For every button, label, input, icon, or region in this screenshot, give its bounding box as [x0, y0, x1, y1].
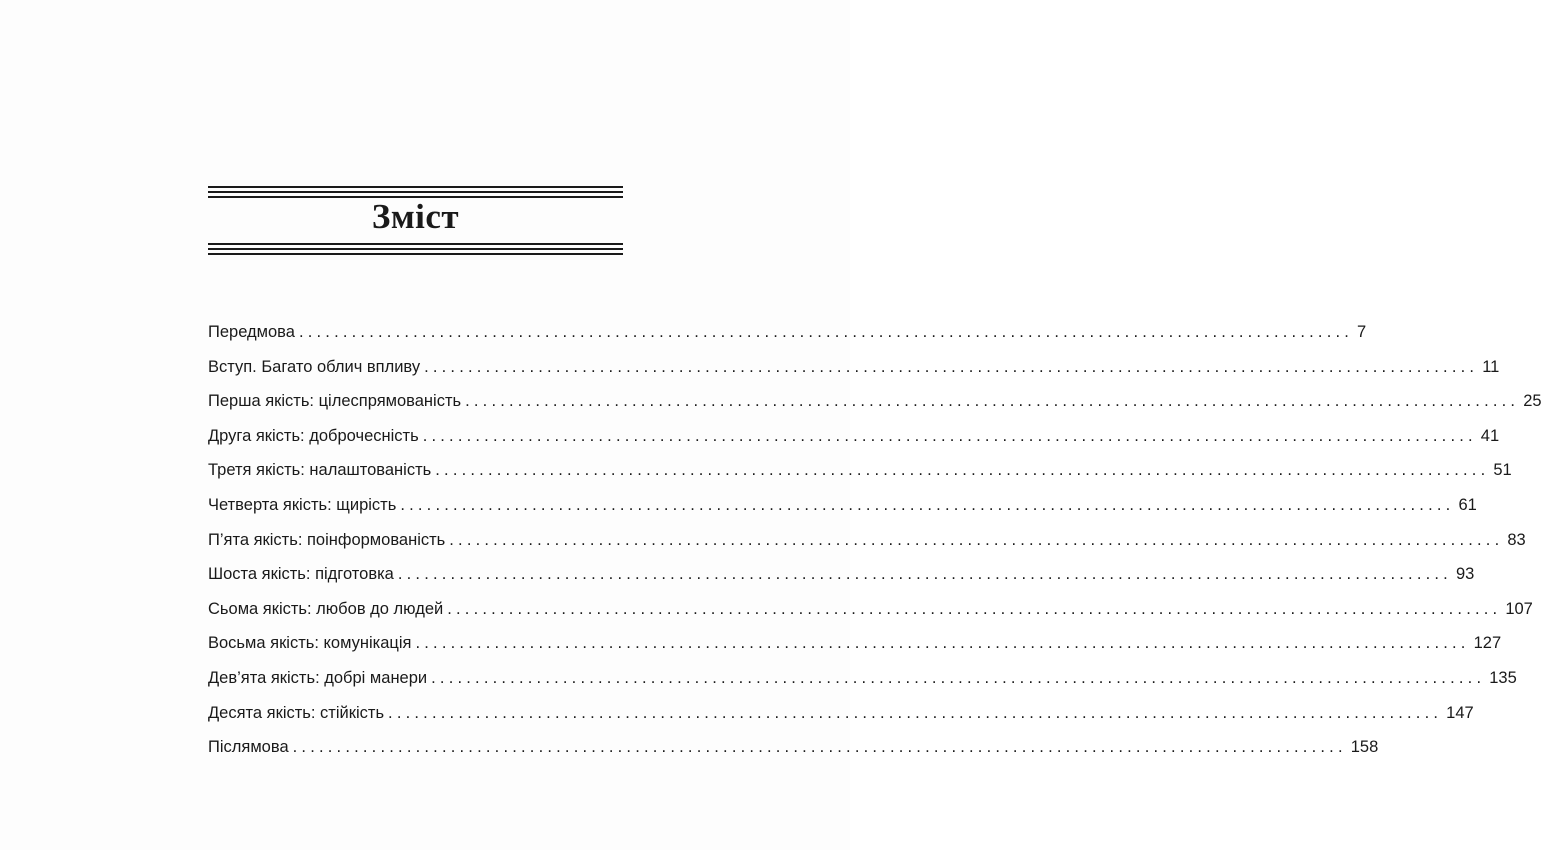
toc-entry-label: Дев’ята якість: добрі манери: [208, 668, 428, 687]
dot-leader: ........................................................................................................................: [435, 461, 1490, 480]
toc-entry-page: 107: [1505, 599, 1533, 618]
toc-entry-label: Післямова: [208, 738, 289, 757]
toc-entry-label: Четверта якість: щирість: [208, 495, 397, 514]
toc-entry-quality-4: [208, 493, 1477, 528]
rule-line: [208, 248, 623, 250]
toc-entry-page: 83: [1507, 530, 1526, 549]
toc-entry-page: 93: [1455, 565, 1475, 584]
toc-entry-page: 61: [1458, 495, 1477, 514]
title-rule-bottom: [208, 243, 623, 258]
dot-leader: ........................................................................................................................: [397, 565, 1452, 584]
toc-entry-introduction: [208, 355, 1500, 390]
dot-leader: ........................................................................................................................: [388, 703, 1443, 722]
toc-entry-quality-7: [208, 597, 1533, 632]
toc-entry-quality-2: [208, 424, 1500, 459]
toc-entry-label: Перша якість: цілеспрямованість: [208, 392, 462, 411]
toc-entry-preface: [208, 320, 1367, 355]
dot-leader: ........................................................................................................................: [449, 530, 1504, 549]
toc-entry-label: П’ята якість: поінформованість: [208, 530, 446, 549]
dot-leader: ........................................................................................................................: [424, 357, 1479, 376]
toc-entry-page: 135: [1489, 668, 1517, 687]
dot-leader: ........................................................................................................................: [447, 599, 1502, 618]
rule-line: [208, 253, 623, 255]
toc-entry-label: Восьма якість: комунікація: [208, 634, 412, 653]
toc-entry-page: 51: [1493, 461, 1512, 480]
toc-entry-label: Вступ. Багато облич впливу: [208, 357, 421, 376]
dot-leader: ........................................................................................................................: [298, 323, 1354, 341]
toc-entry-page: 127: [1473, 634, 1502, 653]
toc-entry-quality-10: [208, 701, 1474, 736]
toc-entry-page: 158: [1350, 738, 1379, 757]
rule-line: [208, 186, 623, 188]
toc-entry-quality-8: [208, 631, 1502, 666]
dot-leader: ........................................................................................................................: [465, 392, 1520, 411]
page-title: Зміст: [371, 197, 460, 236]
toc-entry-afterword: [208, 735, 1379, 770]
toc-entry-page: 11: [1482, 357, 1500, 376]
rule-line: [208, 243, 623, 245]
table-of-contents: [208, 320, 1542, 770]
toc-entry-label: Шоста якість: підготовка: [208, 565, 394, 584]
dot-leader: ........................................................................................................................: [431, 668, 1486, 687]
toc-entry-quality-5: [208, 528, 1526, 563]
toc-entry-page: 25: [1523, 392, 1542, 411]
toc-entry-label: Десята якість: стійкість: [208, 703, 385, 722]
toc-entry-quality-1: [208, 389, 1542, 424]
toc-entry-quality-3: [208, 458, 1512, 493]
toc-entry-page: 41: [1480, 426, 1500, 445]
dot-leader: ........................................................................................................................: [292, 738, 1347, 757]
toc-entry-label: Сьома якість: любов до людей: [208, 599, 444, 618]
toc-entry-page: 147: [1446, 703, 1474, 722]
toc-entry-page: 7: [1357, 323, 1367, 341]
rule-line: [208, 191, 623, 193]
toc-entry-label: Друга якість: доброчесність: [208, 426, 419, 445]
toc-entry-quality-9: [208, 666, 1517, 701]
dot-leader: ........................................................................................................................: [422, 426, 1477, 445]
toc-entry-quality-6: [208, 562, 1475, 597]
toc-entry-label: Третя якість: налаштованість: [208, 461, 432, 480]
dot-leader: ........................................................................................................................: [415, 634, 1470, 653]
toc-entry-label: Передмова: [208, 323, 295, 341]
dot-leader: ........................................................................................................................: [400, 495, 1455, 514]
